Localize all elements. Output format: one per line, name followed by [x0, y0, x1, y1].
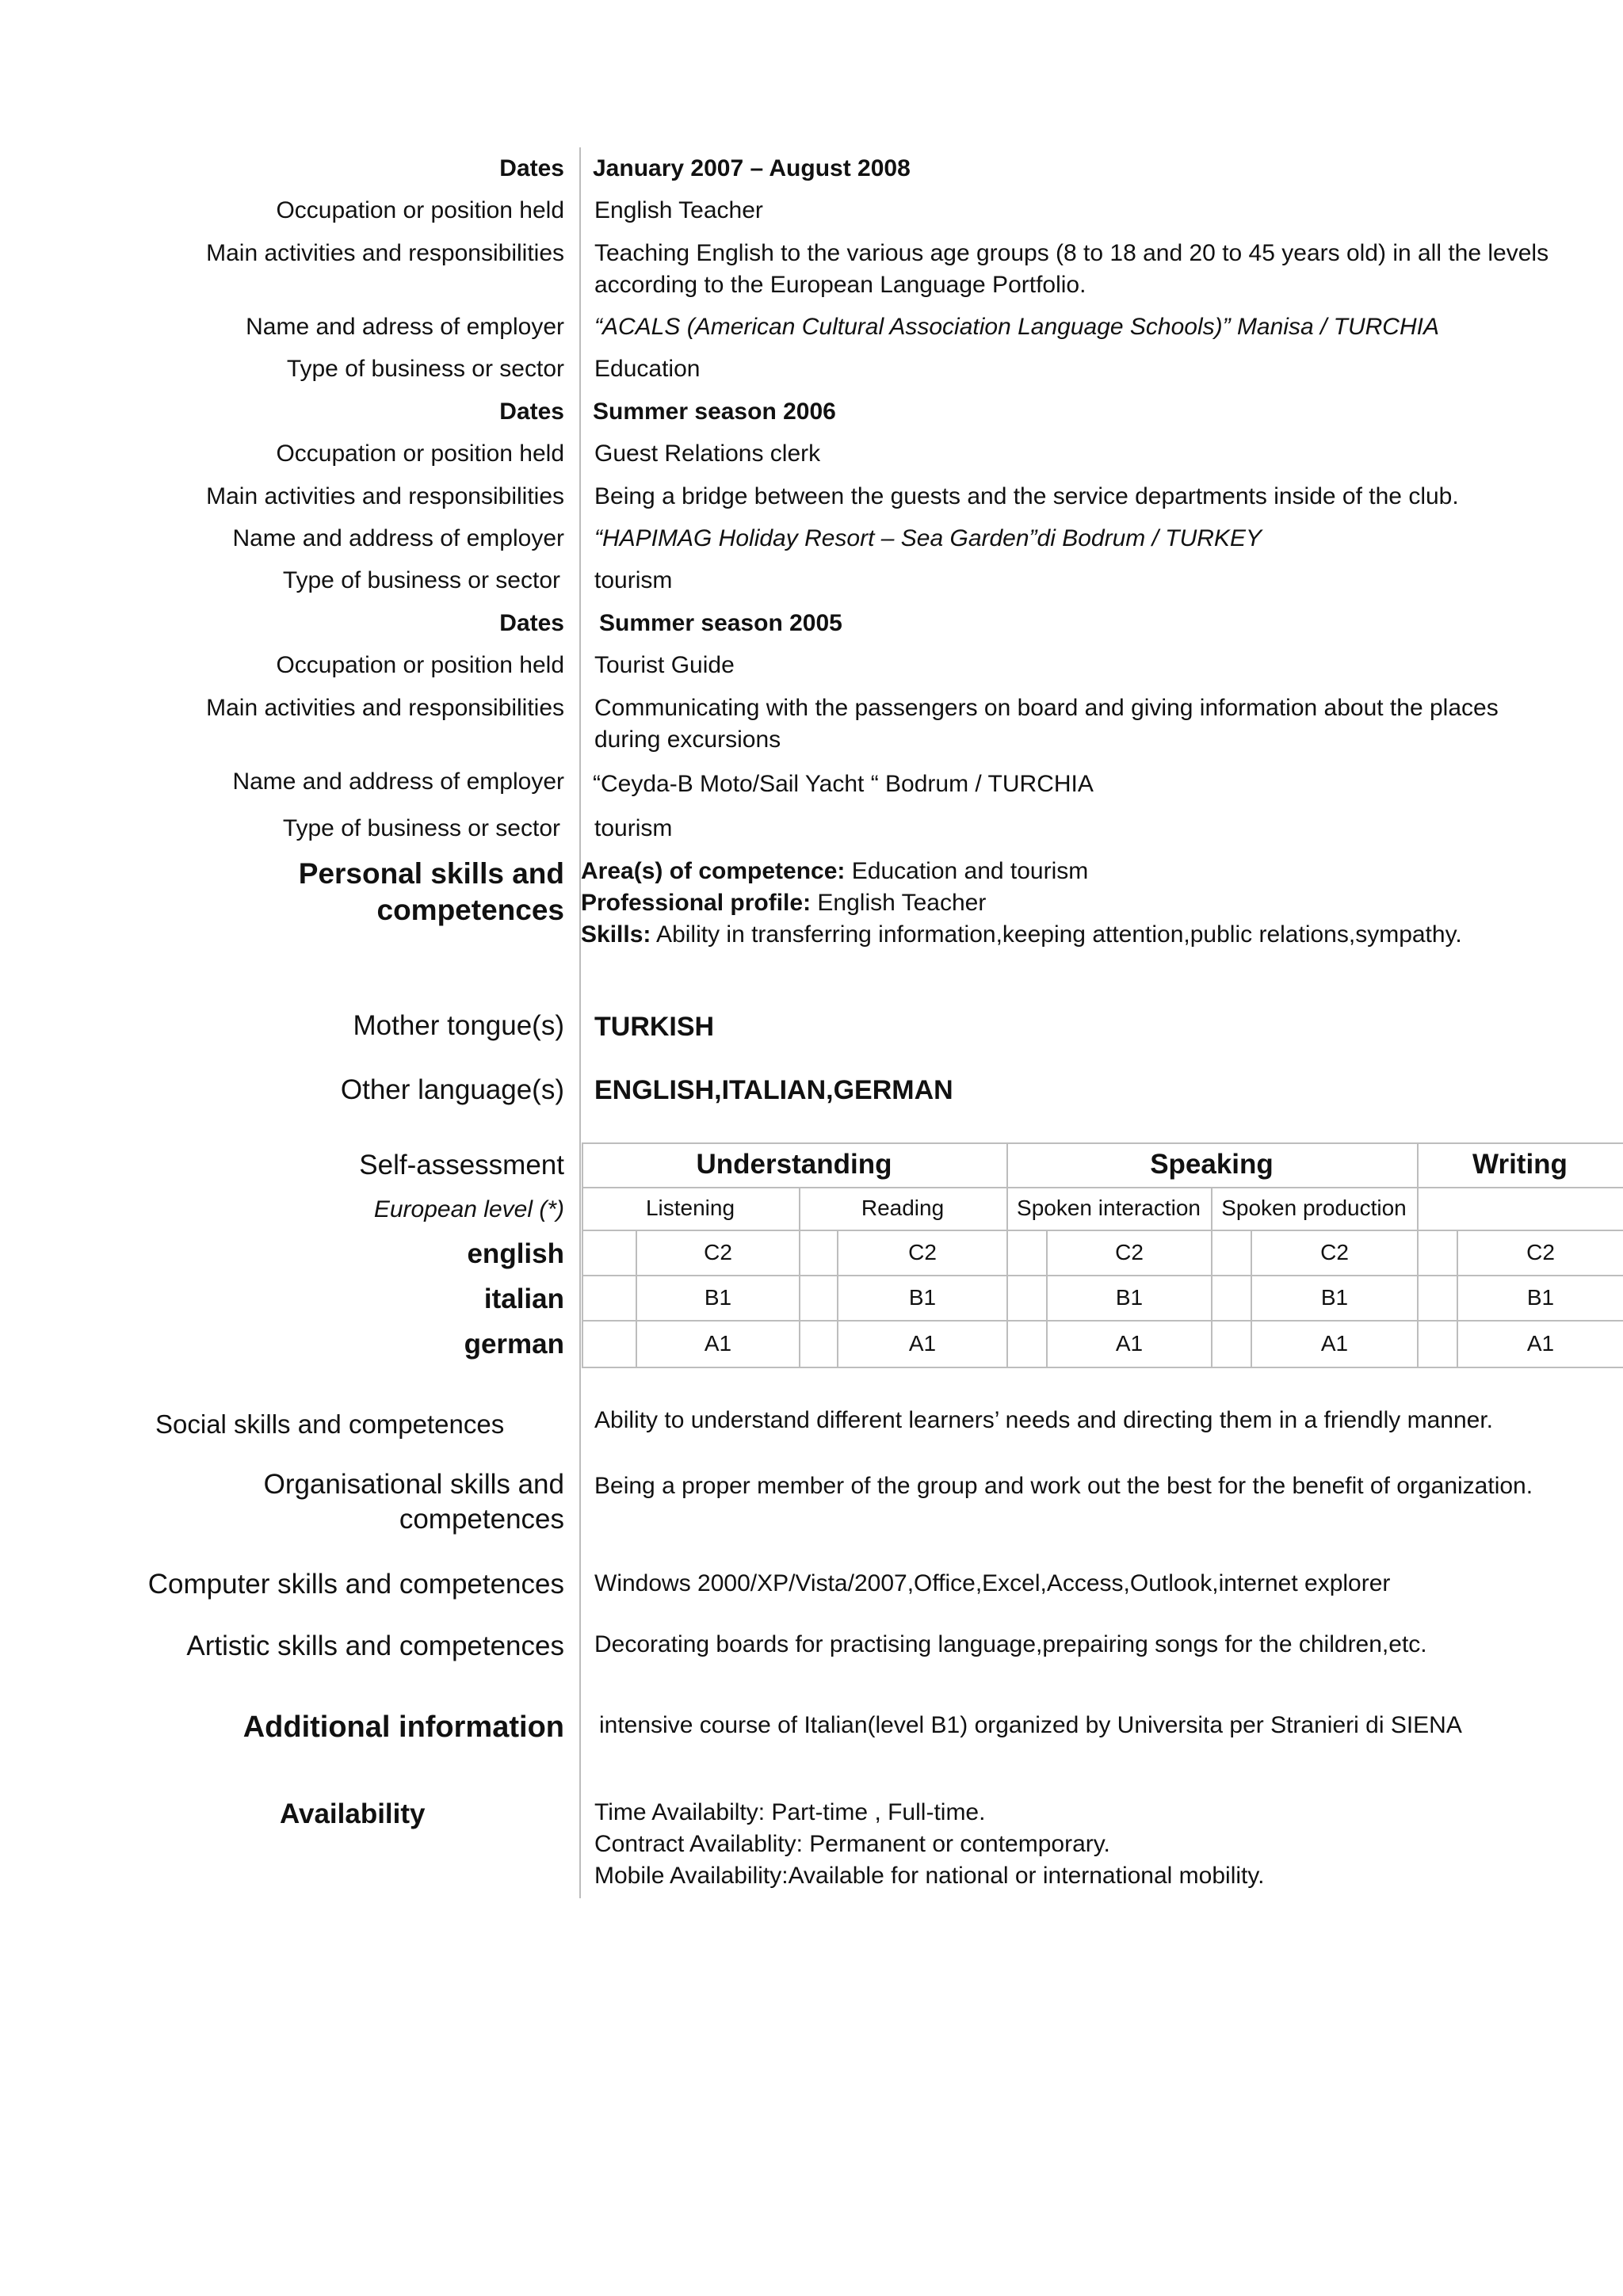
level-cell: C2 [1320, 1240, 1349, 1264]
job1-employer: “ACALS (American Cultural Association Language Schools)” Manisa / TURCHIA [594, 314, 1439, 340]
org-skills: Being a proper member of the group and work out the best for the benefit of organization. [594, 1473, 1533, 1499]
lang-row-german: german [464, 1329, 564, 1360]
job3-occupation-label: Occupation or position held [276, 652, 564, 678]
subheader-spoken-interaction: Spoken interaction [1017, 1196, 1201, 1220]
lang-row-english: english [467, 1238, 564, 1269]
job2-sector: tourism [594, 567, 673, 593]
profile-label: Professional profile: [581, 890, 812, 916]
computer-skills-label: Computer skills and competences [147, 1569, 564, 1600]
level-cell: A1 [908, 1331, 937, 1356]
competence-value: Education and tourism [845, 858, 1089, 884]
job3-sector-label: Type of business or sector [282, 815, 560, 841]
job3-employer-label: Name and address of employer [232, 769, 564, 795]
job3-activities: Communicating with the passengers on board and giving information about the places during excursions [594, 695, 1499, 753]
job1-sector-label: Type of business or sector [286, 356, 564, 382]
header-understanding: Understanding [696, 1149, 892, 1180]
level-cell: B1 [1115, 1285, 1144, 1310]
competence-label: Area(s) of competence: [581, 858, 846, 884]
job3-occupation: Tourist Guide [594, 652, 735, 678]
job3-employer: “Ceyda-B Moto/Sail Yacht “ Bodrum / TURCHIA [593, 771, 1094, 797]
level-cell: B1 [704, 1285, 732, 1310]
job3-dates-label: Dates [499, 610, 564, 636]
subheader-listening: Listening [645, 1196, 735, 1220]
subheader-reading: Reading [861, 1196, 945, 1220]
grid-line [582, 1367, 1623, 1368]
profile-value: English Teacher [811, 890, 987, 916]
column-divider [579, 147, 581, 1898]
job2-dates-label: Dates [499, 399, 564, 425]
personal-skills-heading: Personal skills and competences [298, 857, 564, 926]
competence-line [581, 856, 1088, 887]
profile-line [581, 887, 986, 919]
european-level-label: European level (*) [373, 1196, 564, 1222]
skills-value: Ability in transferring information,keeping attention,public relations,sympathy. [651, 921, 1462, 948]
level-cell: C2 [1115, 1240, 1144, 1264]
level-cell: A1 [704, 1331, 732, 1356]
mother-tongue-label: Mother tongue(s) [353, 1010, 564, 1041]
level-cell: B1 [908, 1285, 937, 1310]
job1-dates: January 2007 – August 2008 [593, 155, 911, 181]
job3-sector: tourism [594, 815, 673, 841]
artistic-skills-label: Artistic skills and competences [186, 1630, 564, 1661]
level-cell: C2 [908, 1240, 937, 1264]
availability-line: Contract Availablity: Permanent or contemporary. [594, 1831, 1110, 1857]
skills-line [581, 919, 1462, 951]
job2-occupation: Guest Relations clerk [594, 441, 821, 467]
availability-line: Time Availabilty: Part-time , Full-time. [594, 1799, 986, 1825]
availability-label: Availability [280, 1798, 426, 1829]
other-languages: ENGLISH,ITALIAN,GERMAN [594, 1075, 953, 1105]
self-assessment-label: Self-assessment [359, 1150, 564, 1180]
job1-employer-label: Name and adress of employer [246, 314, 564, 340]
skills-label: Skills: [581, 921, 651, 948]
level-cell: B1 [1526, 1285, 1555, 1310]
additional-info-label: Additional information [242, 1711, 564, 1744]
level-cell: A1 [1320, 1331, 1349, 1356]
job2-sector-label: Type of business or sector [282, 567, 560, 593]
social-skills-label: Social skills and competences [155, 1409, 505, 1439]
level-cell: A1 [1115, 1331, 1144, 1356]
header-writing: Writing [1472, 1149, 1568, 1180]
grid-line [799, 1230, 800, 1368]
artistic-skills: Decorating boards for practising language,prepairing songs for the children,etc. [594, 1631, 1427, 1657]
org-skills-label: Organisational skills and competences [263, 1469, 564, 1535]
job2-employer: “HAPIMAG Holiday Resort – Sea Garden”di Bodrum / TURKEY [594, 525, 1262, 551]
job3-dates: Summer season 2005 [599, 610, 842, 636]
job2-activities-label: Main activities and responsibilities [206, 483, 564, 509]
level-cell: B1 [1320, 1285, 1349, 1310]
language-grid [582, 1142, 1623, 1369]
social-skills: Ability to understand different learners’ needs and directing them in a friendly manner. [594, 1407, 1493, 1433]
job3-activities-label: Main activities and responsibilities [206, 695, 564, 721]
level-cell: C2 [1526, 1240, 1555, 1264]
job1-activities-label: Main activities and responsibilities [206, 240, 564, 266]
level-cell: A1 [1526, 1331, 1555, 1356]
job1-activities: Teaching English to the various age groups (8 to 18 and 20 to 45 years old) in all the levels according to the European Language Portfolio. [594, 240, 1549, 298]
job1-dates-label: Dates [499, 155, 564, 181]
additional-info: intensive course of Italian(level B1) organized by Universita per Stranieri di SIENA [599, 1712, 1462, 1738]
header-speaking: Speaking [1150, 1149, 1274, 1180]
level-cell: C2 [704, 1240, 732, 1264]
computer-skills: Windows 2000/XP/Vista/2007,Office,Excel,Access,Outlook,internet explorer [594, 1570, 1391, 1596]
job2-employer-label: Name and address of employer [232, 525, 564, 551]
job2-dates: Summer season 2006 [593, 399, 836, 425]
lang-row-italian: italian [483, 1283, 564, 1314]
job1-occupation: English Teacher [594, 197, 763, 223]
job2-occupation-label: Occupation or position held [276, 441, 564, 467]
job1-occupation-label: Occupation or position held [276, 197, 564, 223]
subheader-spoken-production: Spoken production [1221, 1196, 1407, 1220]
availability-line: Mobile Availability:Available for national or international mobility. [594, 1863, 1265, 1889]
job2-activities: Being a bridge between the guests and the service departments inside of the club. [594, 483, 1459, 509]
job1-sector: Education [594, 356, 701, 382]
other-languages-label: Other language(s) [340, 1074, 564, 1105]
mother-tongue: TURKISH [594, 1012, 715, 1042]
